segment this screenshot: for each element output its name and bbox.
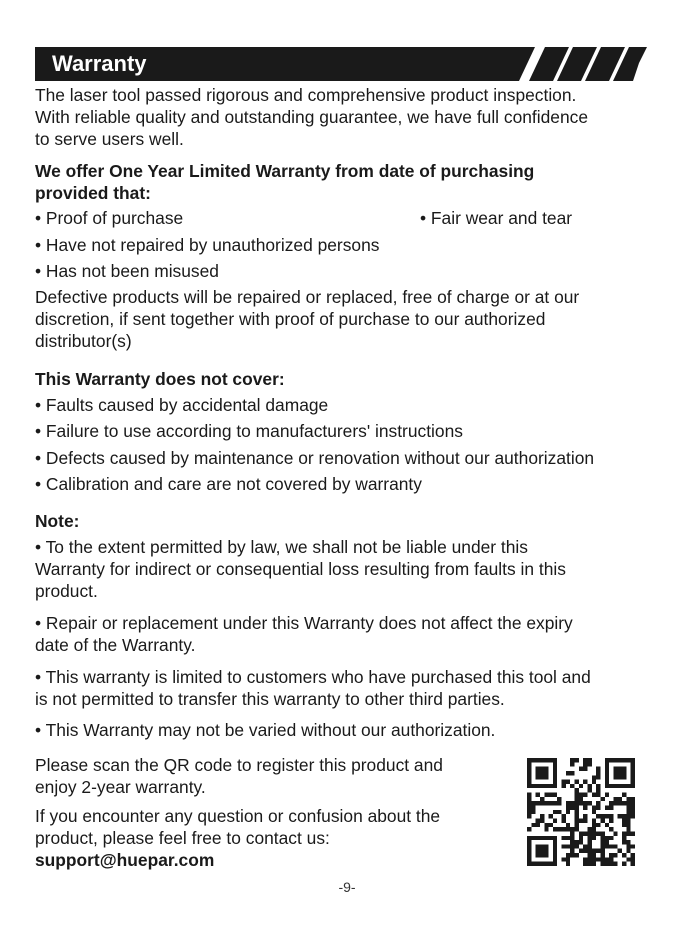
condition-proof-of-purchase: • Proof of purchase: [35, 208, 184, 228]
note-para3-line-2: is not permitted to transfer this warranty to other third parties.: [35, 689, 505, 709]
qr-code-image: [527, 758, 635, 866]
qr-code[interactable]: [527, 758, 635, 871]
condition-fair-wear: • Fair wear and tear: [420, 208, 573, 228]
note-heading: Note:: [35, 511, 80, 531]
note-para1-line-2: Warranty for indirect or consequential loss resulting from faults in this: [35, 559, 566, 579]
contact-line-2: product, please feel free to contact us:: [35, 828, 330, 848]
section-header-bar: [35, 47, 647, 81]
note-para1-line-3: product.: [35, 581, 98, 601]
not-covered-item-4: • Calibration and care are not covered by warranty: [35, 474, 422, 494]
support-email[interactable]: support@huepar.com: [35, 850, 215, 870]
defective-line-2: discretion, if sent together with proof of purchase to our authorized: [35, 309, 546, 329]
register-line-1: Please scan the QR code to register this product and: [35, 755, 443, 775]
not-covered-item-3: • Defects caused by maintenance or renovation without our authorization: [35, 448, 595, 468]
contact-line-1: If you encounter any question or confusion about the: [35, 806, 441, 826]
condition-not-repaired: • Have not repaired by unauthorized persons: [35, 235, 380, 255]
not-covered-heading: This Warranty does not cover:: [35, 369, 285, 389]
page-number: -9-: [338, 879, 356, 895]
defective-line-1: Defective products will be repaired or replaced, free of charge or at our: [35, 287, 580, 307]
note-para4: • This Warranty may not be varied without our authorization.: [35, 720, 496, 740]
note-para1-line-1: • To the extent permitted by law, we shall not be liable under this: [35, 537, 528, 557]
not-covered-item-2: • Failure to use according to manufacturers' instructions: [35, 421, 463, 441]
page-title: Warranty: [52, 51, 147, 76]
not-covered-item-1: • Faults caused by accidental damage: [35, 395, 329, 415]
intro-line-3: to serve users well.: [35, 129, 184, 149]
note-para2-line-1: • Repair or replacement under this Warranty does not affect the expiry: [35, 613, 573, 633]
note-para3-line-1: • This warranty is limited to customers who have purchased this tool and: [35, 667, 591, 687]
note-para2-line-2: date of the Warranty.: [35, 635, 196, 655]
register-line-2: enjoy 2-year warranty.: [35, 777, 206, 797]
intro-line-2: With reliable quality and outstanding guarantee, we have full confidence: [35, 107, 588, 127]
condition-not-misused: • Has not been misused: [35, 261, 219, 281]
offer-heading-line-2: provided that:: [35, 183, 151, 203]
intro-line-1: The laser tool passed rigorous and comprehensive product inspection.: [35, 85, 577, 105]
offer-heading-line-1: We offer One Year Limited Warranty from date of purchasing: [35, 161, 535, 181]
defective-line-3: distributor(s): [35, 331, 132, 351]
